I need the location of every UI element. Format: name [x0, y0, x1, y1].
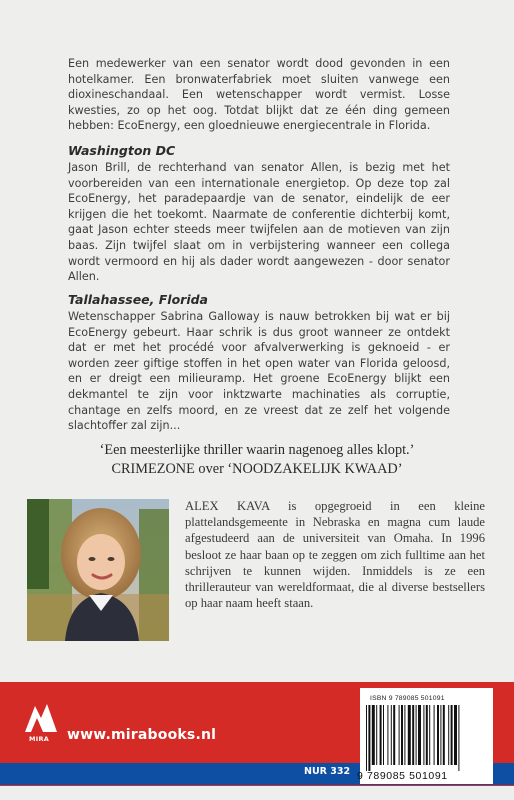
- review-quote-text: ‘Een meesterlijke thriller waarin nagenoeg alles klopt.’: [99, 442, 415, 458]
- nur-code: NUR 332: [304, 766, 351, 777]
- review-quote: [40, 441, 474, 479]
- section-heading-washington: Washington DC: [68, 143, 176, 158]
- blurb-intro: Een medewerker van een senator wordt dood gevonden in een hotelkamer. Een bronwaterfabriek moet sluiten vanwege een dioxineschandaal. Een wetenschapper wordt vermist. Losse kwesties, zo op het oog. Totdat blijkt dat ze één ding gemeen hebben: EcoEnergy, een gloednieuwe energiecentrale in Florida.: [68, 57, 450, 133]
- mira-logo-text: MIRA: [29, 735, 50, 743]
- author-bio: ALEX KAVA is opgegroeid in een kleine plattelandsgemeente in Nebraska en magna cum laude afgestudeerd aan de universiteit van Omaha. In 1996 besloot ze haar baan op te zeggen om zich fulltime aan het schrijven te kunnen wijden. Inmiddels is ze een thrillerauteur van wereldformaat, die al diverse bestsellers op haar naam heeft staan.: [185, 499, 485, 611]
- website-url: www.mirabooks.nl: [67, 727, 217, 743]
- barcode-icon: [366, 705, 488, 771]
- isbn-label: ISBN 9 789085 501091: [370, 695, 445, 702]
- author-portrait-image: [27, 499, 169, 641]
- author-photo: [27, 499, 169, 641]
- barcode-digits: 9 789085 501091: [357, 770, 448, 782]
- blurb-tallahassee: Wetenschapper Sabrina Galloway is nauw betrokken bij wat er bij EcoEnergy gebeurt. Haar schrik is dus groot wanneer ze ontdekt dat er met het procédé voor afvalverwerking is geknoeid - er worden zeer giftige stoffen in het open water van Florida geloosd, en er dreigt een milieuramp. Het groene EcoEnergy blijkt een dekmantel te zijn voor inktzwarte machinaties als corruptie, chantage en zelfs moord, en ze vreest dat ze zelf het volgende slachtoffer zal zijn...: [68, 310, 450, 433]
- section-heading-tallahassee: Tallahassee, Florida: [68, 292, 208, 307]
- blurb-washington: Jason Brill, de rechterhand van senator Allen, is bezig met het voorbereiden van een internationale energietop. Op deze top zal EcoEnergy, het paradepaardje van de senator, eindelijk de eer krijgen die het toekomt. Naarmate de conferentie dichterbij komt, gaat Jason echter steeds meer twijfelen aan de motieven van zijn baas. Zijn twijfel slaat om in verbijstering wanneer een collega wordt vermoord en hij als dader wordt aangewezen - door senator Allen.: [68, 161, 450, 284]
- mira-logo-icon: [25, 702, 57, 732]
- review-quote-source: CRIMEZONE over ‘NOODZAKELIJK KWAAD’: [111, 461, 403, 477]
